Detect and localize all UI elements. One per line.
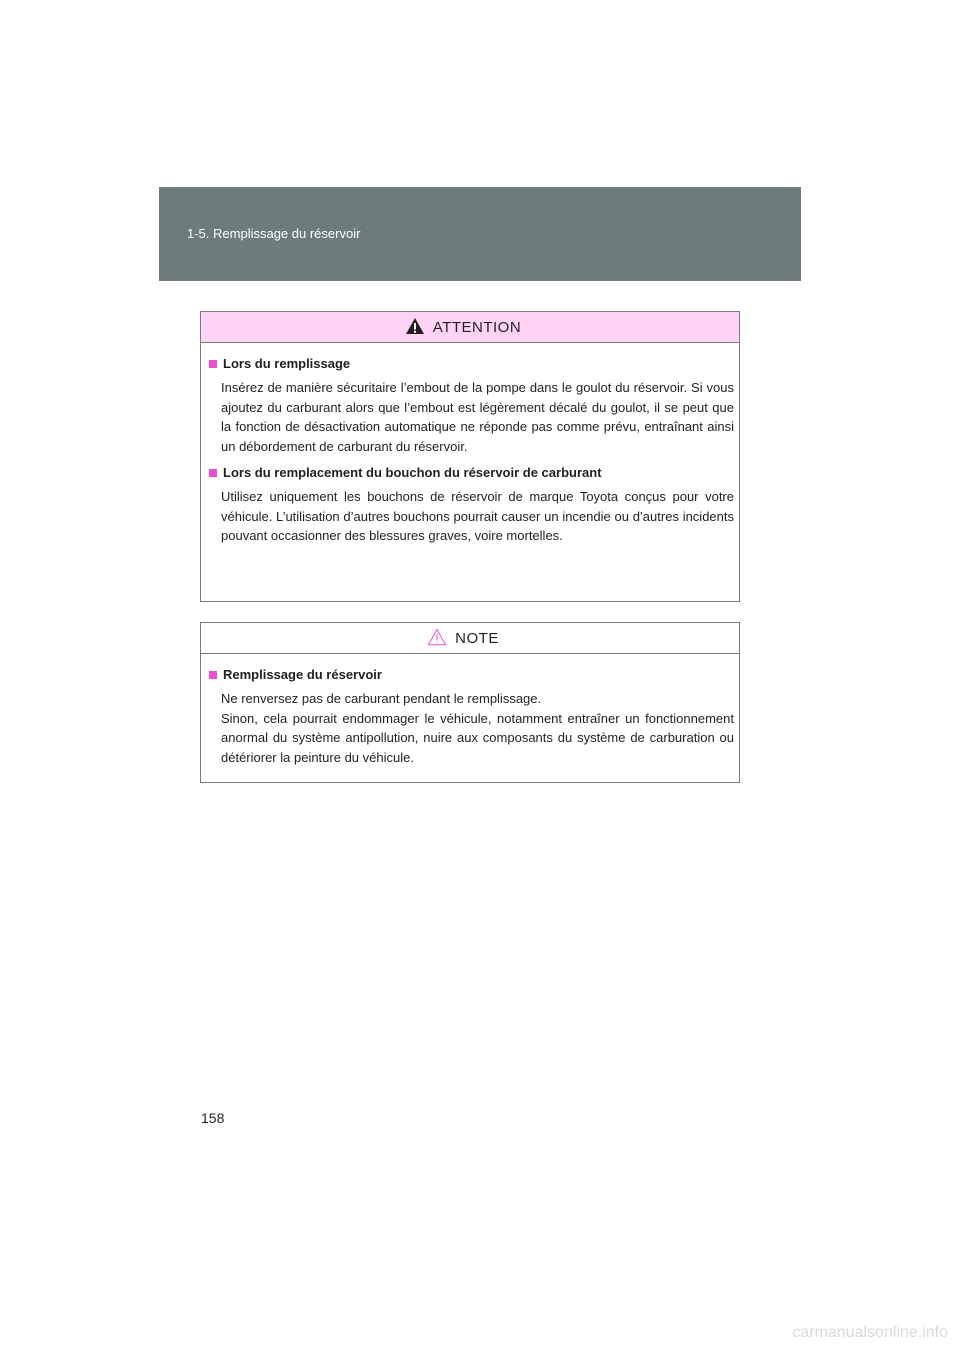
attention-section-refuel (209, 354, 734, 456)
section-text: Utilisez uniquement les bouchons de réservoir de marque Toyota conçus pour votre véhicule. L’utilisation d’autres bouchons pourrait causer un incendie ou d’autres incidents pouvant occasionner des blessures graves, voire mortelles. (221, 489, 734, 543)
section-title: Remplissage du réservoir (223, 667, 382, 682)
square-bullet-icon (209, 671, 217, 679)
watermark: carmanualsonline.info (792, 1324, 948, 1341)
note-label: NOTE (455, 629, 499, 647)
square-bullet-icon (209, 469, 217, 477)
chapter-title: 1-5. Remplissage du réservoir (187, 226, 361, 241)
warning-triangle-outline-icon (427, 628, 447, 646)
section-text-line1: Ne renversez pas de carburant pendant le remplissage. (221, 691, 542, 706)
note-body (201, 654, 739, 767)
note-header (201, 623, 739, 654)
attention-box (200, 311, 740, 602)
warning-triangle-filled-icon (405, 317, 425, 335)
chapter-header (159, 187, 801, 281)
note-box (200, 622, 740, 783)
attention-body (201, 343, 739, 546)
attention-label: ATTENTION (432, 318, 522, 336)
section-title: Lors du remplacement du bouchon du réservoir de carburant (223, 465, 602, 480)
attention-section-cap (209, 463, 734, 546)
attention-header (201, 312, 739, 343)
section-text-line2: Sinon, cela pourrait endommager le véhicule, notamment entraîner un fonctionnement anormal du système antipollution, nuire aux composants du système de carburation ou détériorer la peinture du véhicule. (221, 710, 734, 765)
note-section-refuel (209, 665, 734, 767)
square-bullet-icon (209, 360, 217, 368)
page-number: 158 (201, 1110, 225, 1126)
section-title: Lors du remplissage (223, 356, 351, 371)
section-text: Insérez de manière sécuritaire l’embout de la pompe dans le goulot du réservoir. Si vous ajoutez du carburant alors que l’embout est légèrement décalé du goulot, il se peut que la fonction de désactivation automatique ne réponde pas comme prévu, entraînant ainsi un débordement de carburant du réservoir. (221, 380, 734, 454)
